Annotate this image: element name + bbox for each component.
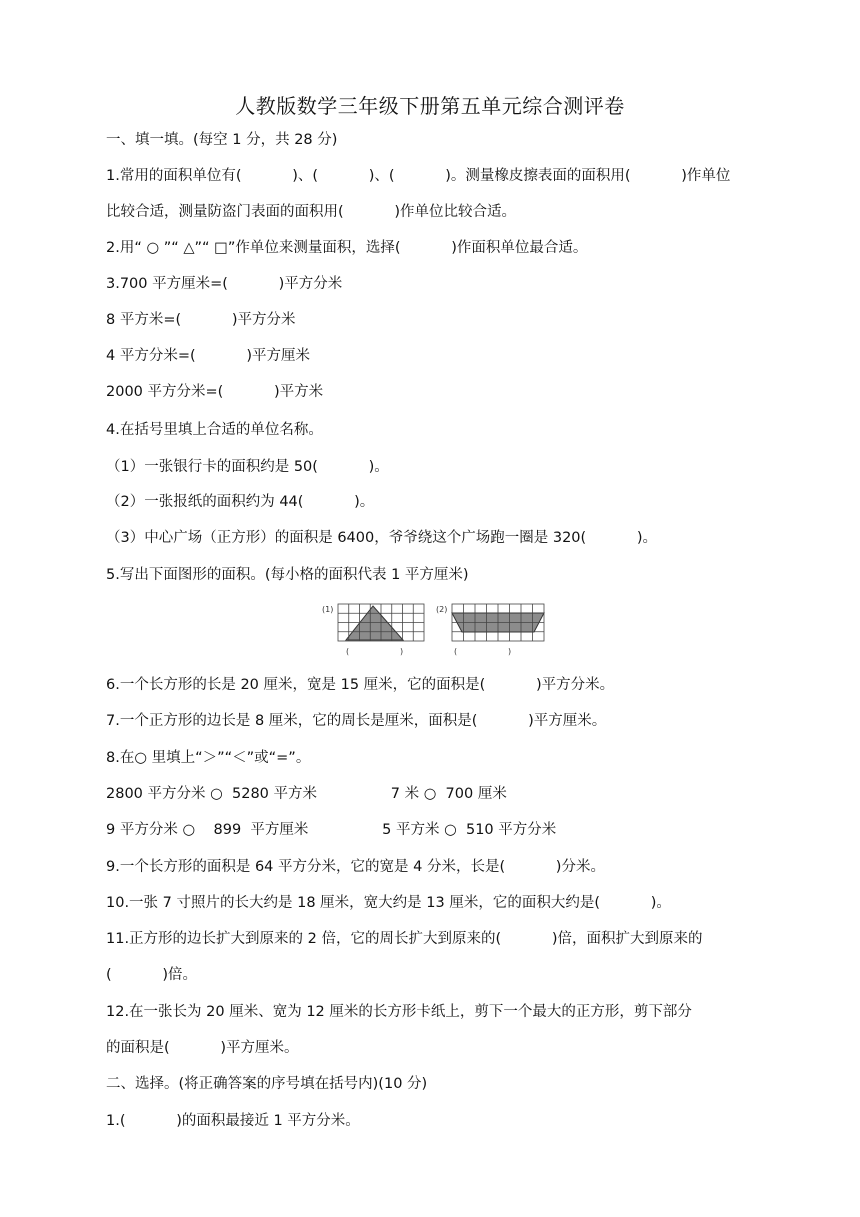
figure-2-label: (2) — [436, 605, 448, 614]
question-2: 2.用“ ○ ”“ △”“ □”作单位来测量面积，选择( )作面积单位最合适。 — [106, 240, 588, 256]
choice-question-1: 1.( )的面积最接近 1 平方分米。 — [106, 1113, 360, 1129]
question-9: 9.一个长方形的面积是 64 平方分米，它的宽是 4 分米，长是( )分米。 — [106, 859, 605, 875]
figure-1-answer: ( ) — [346, 647, 404, 656]
figure-2-answer: ( ) — [454, 647, 512, 656]
question-8-row-2: 9 平方分米 ○ 899 平方厘米 5 平方米 ○ 510 平方分米 — [106, 822, 557, 838]
section-heading-choice: 二、选择。(将正确答案的序号填在括号内)(10 分) — [106, 1076, 428, 1092]
question-8-row-1: 2800 平方分米 ○ 5280 平方米 7 米 ○ 700 厘米 — [106, 786, 507, 802]
question-1-line-1: 1.常用的面积单位有( )、( )、( )。测量橡皮擦表面的面积用( )作单位 — [106, 168, 731, 184]
figure-1-triangle — [346, 606, 403, 640]
question-12-line-2: 的面积是( )平方厘米。 — [106, 1040, 299, 1056]
question-3-item-1: 3.700 平方厘米=( )平方分米 — [106, 276, 343, 292]
question-4: 4.在括号里填上合适的单位名称。 — [106, 422, 323, 438]
question-3-item-3: 4 平方分米=( )平方厘米 — [106, 348, 310, 364]
question-4-item-1: （1）一张银行卡的面积约是 50( )。 — [106, 459, 389, 475]
figure-1-grid — [338, 604, 424, 641]
question-12-line-1: 12.在一张长为 20 厘米、宽为 12 厘米的长方形卡纸上，剪下一个最大的正方形，剪下部分 — [106, 1004, 692, 1020]
question-11-line-1: 11.正方形的边长扩大到原来的 2 倍，它的周长扩大到原来的( )倍，面积扩大到原来的 — [106, 931, 703, 947]
question-5-figure — [320, 600, 550, 664]
question-4-item-2: （2）一张报纸的面积约为 44( )。 — [106, 494, 375, 510]
question-3-item-4: 2000 平方分米=( )平方米 — [106, 384, 324, 400]
question-10: 10.一张 7 寸照片的长大约是 18 厘米，宽大约是 13 厘米，它的面积大约是( )。 — [106, 895, 671, 911]
question-7: 7.一个正方形的边长是 8 厘米，它的周长是厘米，面积是( )平方厘米。 — [106, 713, 607, 729]
question-5: 5.写出下面图形的面积。(每小格的面积代表 1 平方厘米) — [106, 567, 469, 583]
question-4-item-3: （3）中心广场（正方形）的面积是 6400，爷爷绕这个广场跑一圈是 320( )。 — [106, 530, 658, 546]
figure-2-grid — [452, 604, 544, 641]
question-11-line-2: ( )倍。 — [106, 967, 198, 983]
page-title: 人教版数学三年级下册第五单元综合测评卷 — [235, 94, 625, 118]
question-3-item-2: 8 平方米=( )平方分米 — [106, 312, 296, 328]
question-1-line-2: 比较合适，测量防盗门表面的面积用( )作单位比较合适。 — [106, 204, 517, 220]
figure-1-label: (1) — [322, 605, 334, 614]
section-heading-fill: 一、填一填。(每空 1 分，共 28 分) — [106, 132, 338, 148]
question-6: 6.一个长方形的长是 20 厘米，宽是 15 厘米，它的面积是( )平方分米。 — [106, 677, 615, 693]
question-8: 8.在○ 里填上“＞”“＜”或“=”。 — [106, 750, 311, 766]
